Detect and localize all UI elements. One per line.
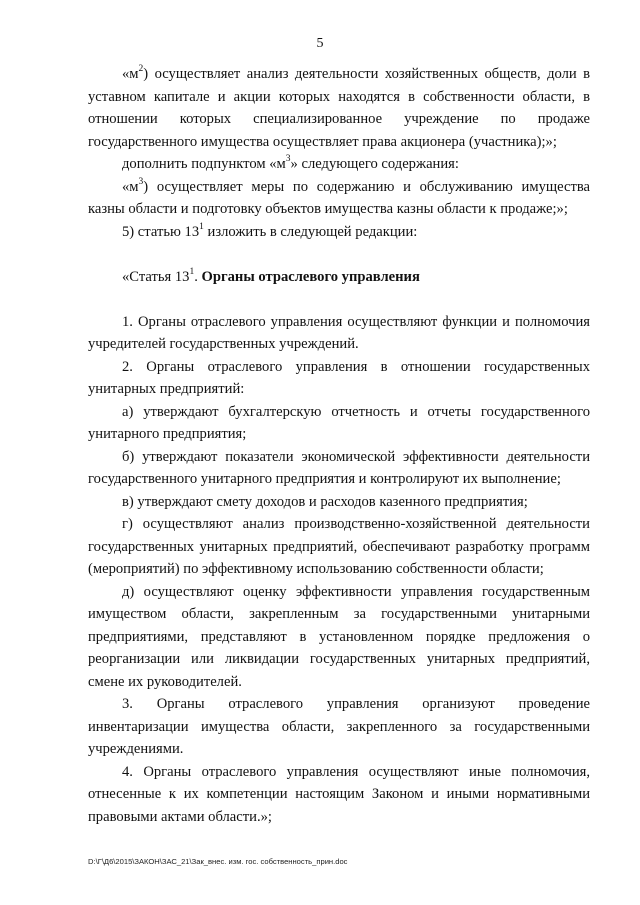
- file-path-footer: D:\Г\Д6\2015\ЗАКОН\ЗАС_21\Зак_внес. изм. гос. собственность_прин.doc: [88, 857, 348, 866]
- page-number: 5: [316, 36, 324, 51]
- clause-2: 2. Органы отраслевого управления в отношении государственных унитарных предприятий:: [88, 358, 590, 397]
- clause-2-b: б) утверждают показатели экономической эффективности деятельности государственного унитарного предприятия и контролируют их выполнение;: [88, 448, 590, 487]
- document-body: [88, 63, 590, 828]
- paragraph-m2: «$м^2$) осуществляет анализ деятельности хозяйственных обществ, доли в уставном капитале и акции которых находятся в собственности области, в отношении которых специализированное учреждение по продаже государственного имущества осуществляет права акционера (участника);»;: [88, 64, 590, 150]
- clause-2-g: г) осуществляют анализ производственно-хозяйственной деятельности государственных унитарных предприятий, обеспечивают разработку программ (мероприятий) по эффективному использованию собственности области;: [88, 516, 590, 577]
- paragraph-m3: «$м^3$) осуществляет меры по содержанию и обслуживанию имущества казны области и подготовку объектов имущества казны области к продаже;»;: [88, 176, 590, 217]
- paragraph-article-amendment: 5) статью $13^1$ изложить в следующей редакции:: [122, 221, 418, 240]
- clause-1: 1. Органы отраслевого управления осуществляют функции и полномочия учредителей государственных учреждений.: [88, 313, 590, 352]
- clause-3: 3. Органы отраслевого управления организуют проведение инвентаризации имущества области, закрепленного за государственными учреждениями.: [88, 696, 590, 757]
- article-heading: «Статья $13^1$. Органы отраслевого управления: [122, 267, 420, 285]
- clause-2-v: в) утверждают смету доходов и расходов казенного предприятия;: [122, 493, 528, 510]
- clause-4: 4. Органы отраслевого управления осуществляют иные полномочия, отнесенные к их компетенции настоящим Законом и иными нормативными правовыми актами области.»;: [88, 763, 590, 825]
- paragraph-add-subpoint: дополнить подпунктом «$м^3$» следующего содержания:: [122, 154, 459, 172]
- clause-2-a: а) утверждают бухгалтерскую отчетность и отчеты государственного унитарного предприятия;: [88, 403, 590, 442]
- clause-2-d: д) осуществляют оценку эффективности управления государственным имуществом области, закрепленным за государственными унитарными предприятиями, представляют в установленном порядке предложения о реорганизации или ликвидации государственных унитарных предприятий, смене их руководителей.: [88, 583, 590, 690]
